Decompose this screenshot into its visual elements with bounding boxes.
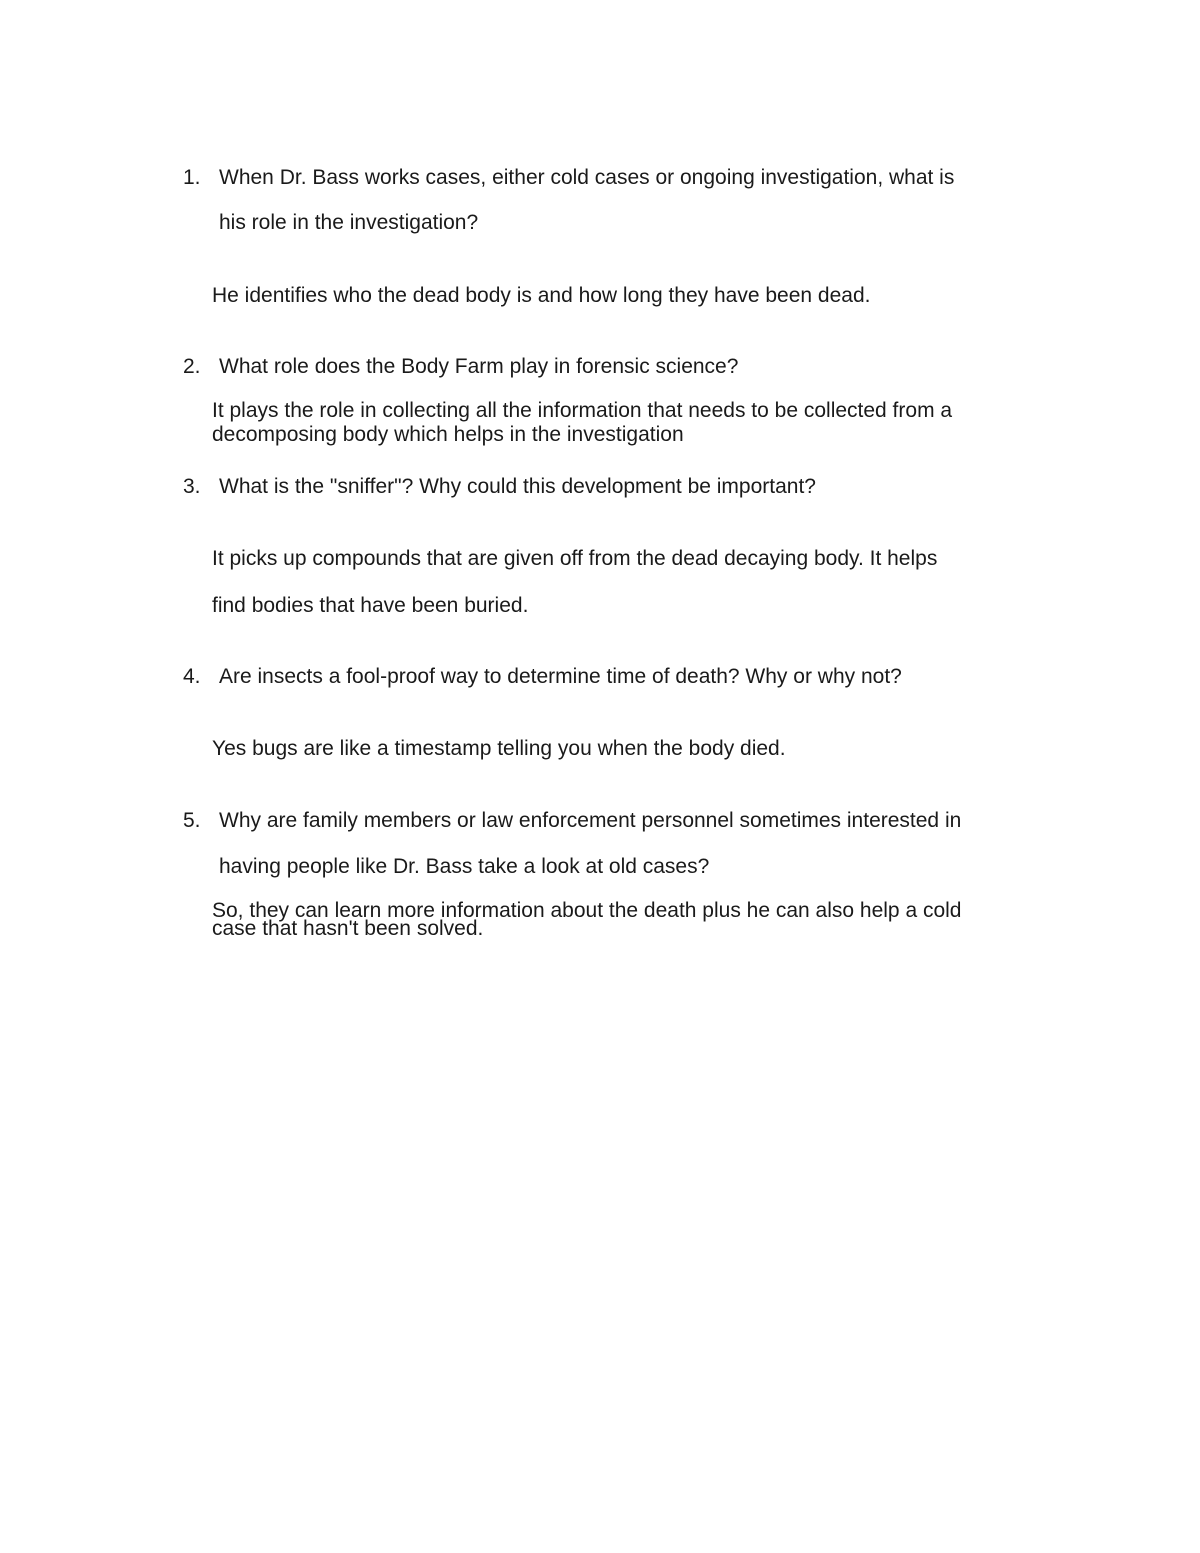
- answer-4-line-1: Yes bugs are like a timestamp telling you when the body died.: [212, 737, 786, 760]
- question-3-line-1: What is the "sniffer"? Why could this development be important?: [219, 475, 816, 498]
- answer-2-line-1: It plays the role in collecting all the information that needs to be collected from a: [212, 399, 953, 422]
- answer-3-line-1: It picks up compounds that are given off from the dead decaying body. It helps: [212, 547, 938, 570]
- question-1-line-1: When Dr. Bass works cases, either cold cases or ongoing investigation, what is: [219, 166, 955, 189]
- question-5-number: 5.: [183, 809, 201, 832]
- question-4-number: 4.: [183, 665, 201, 688]
- answer-5-line-2: case that hasn't been solved.: [212, 917, 484, 940]
- question-5-line-2: having people like Dr. Bass take a look at old cases?: [219, 855, 710, 878]
- answer-1-line-1: He identifies who the dead body is and how long they have been dead.: [212, 284, 871, 307]
- answer-5-line-1: So, they can learn more information about the death plus he can also help a cold: [212, 899, 962, 922]
- question-1-line-2: his role in the investigation?: [219, 211, 479, 234]
- question-2-line-1: What role does the Body Farm play in forensic science?: [219, 355, 739, 378]
- answer-3-line-2: find bodies that have been buried.: [212, 594, 529, 617]
- question-3-number: 3.: [183, 475, 201, 498]
- answer-2-line-2: decomposing body which helps in the investigation: [212, 423, 684, 446]
- question-5-line-1: Why are family members or law enforcement personnel sometimes interested in: [219, 809, 962, 832]
- question-2-number: 2.: [183, 355, 201, 378]
- question-4-line-1: Are insects a fool-proof way to determine time of death? Why or why not?: [219, 665, 902, 688]
- question-1-number: 1.: [183, 166, 201, 189]
